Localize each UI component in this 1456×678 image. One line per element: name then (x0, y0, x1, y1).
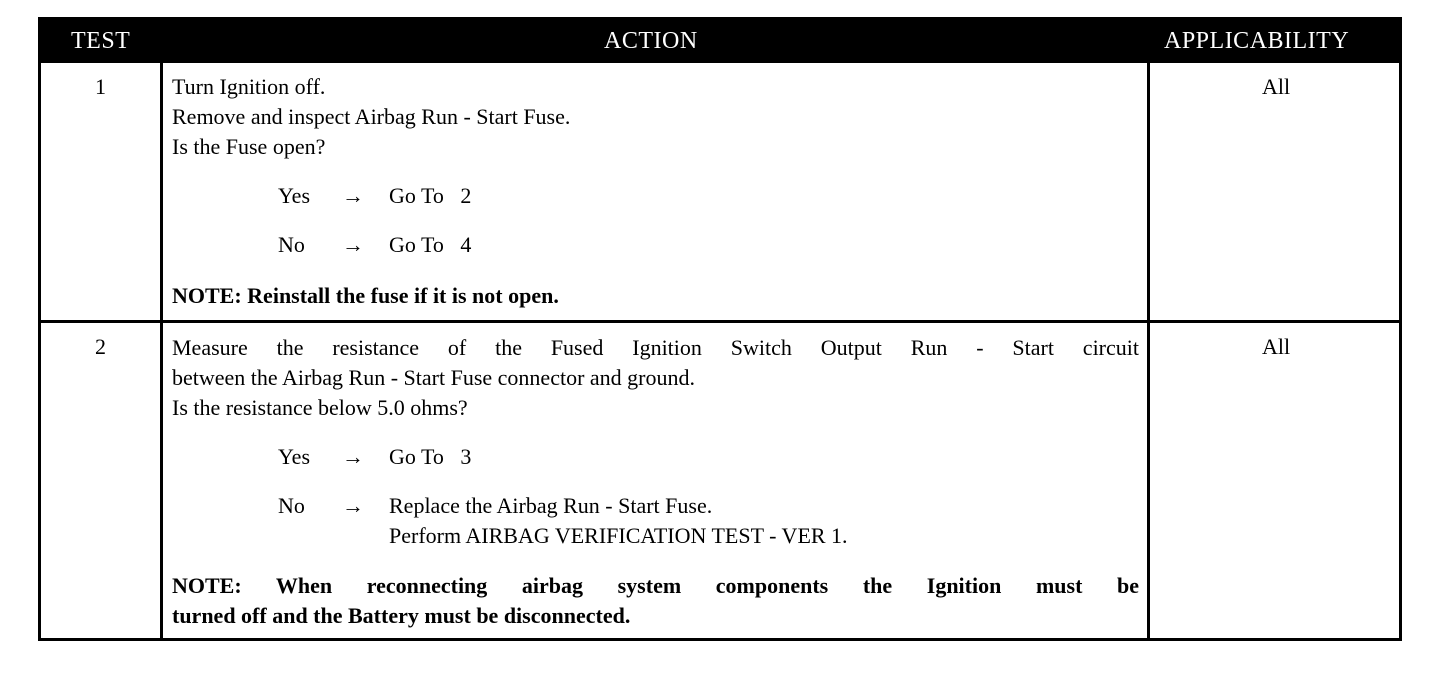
yes-action: Go To 2 (389, 183, 472, 208)
yes-label: Yes (278, 444, 311, 469)
row-2-note-line-2: turned off and the Battery must be disconnected. (172, 603, 631, 628)
arrow-right-icon: → (342, 232, 364, 257)
yes-action: Go To 3 (389, 444, 472, 469)
row-divider (41, 320, 1399, 323)
row-2-no-branch (278, 491, 978, 551)
row-1-applicability: All (1261, 74, 1291, 99)
no-label: No (278, 493, 305, 518)
no-action: Go To 4 (389, 232, 472, 257)
column-divider-test (160, 60, 163, 638)
no-label: No (278, 232, 305, 257)
row-1-question: Is the Fuse open? (172, 134, 326, 159)
row-2-step-2: between the Airbag Run - Start Fuse connector and ground. (172, 365, 695, 390)
table-header (41, 20, 1399, 63)
test-number-1: 1 (95, 74, 106, 99)
row-1-step-1: Turn Ignition off. (172, 74, 326, 99)
row-2-applicability: All (1261, 334, 1291, 359)
diagnostic-test-table (38, 17, 1402, 641)
header-test: TEST (71, 28, 131, 54)
row-2-yes-branch (278, 442, 578, 472)
row-1-no-branch (278, 230, 578, 260)
no-action-line-1: Replace the Airbag Run - Start Fuse. (389, 493, 713, 518)
row-1-note: NOTE: Reinstall the fuse if it is not open. (172, 283, 559, 308)
arrow-right-icon: → (342, 444, 364, 469)
arrow-right-icon: → (342, 493, 364, 518)
row-2-step-1: Measure the resistance of the Fused Ignition Switch Output Run - Start circuit (172, 335, 1139, 360)
row-1-step-2: Remove and inspect Airbag Run - Start Fuse. (172, 104, 571, 129)
row-2-note-line-1: NOTE: When reconnecting airbag system components the Ignition must be (172, 573, 1139, 598)
test-number-2: 2 (95, 334, 106, 359)
header-applicability: APPLICABILITY (1164, 28, 1350, 54)
row-1-yes-branch (278, 181, 578, 211)
row-2-question: Is the resistance below 5.0 ohms? (172, 395, 468, 420)
yes-label: Yes (278, 183, 311, 208)
header-action: ACTION (604, 28, 698, 54)
arrow-right-icon: → (342, 183, 364, 208)
no-action-line-2: Perform AIRBAG VERIFICATION TEST - VER 1. (389, 523, 848, 548)
